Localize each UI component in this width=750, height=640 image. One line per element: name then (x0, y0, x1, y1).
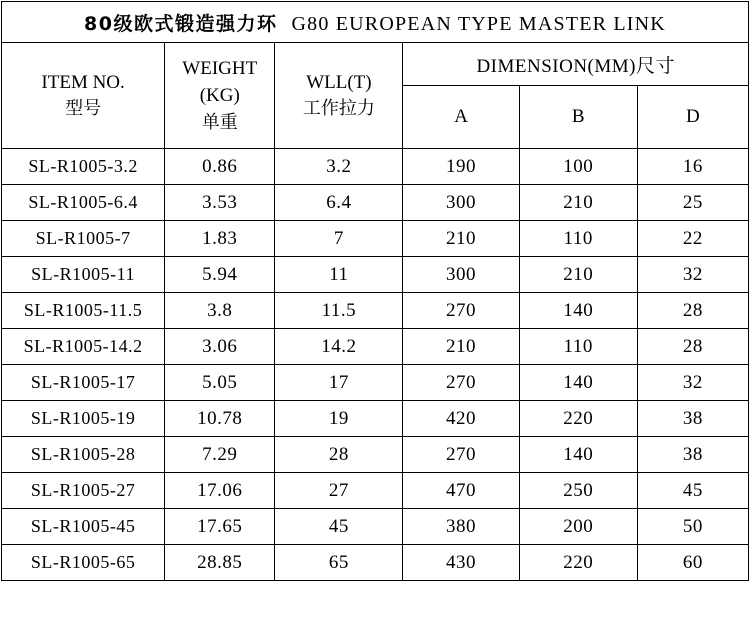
cell-weight: 0.86 (165, 149, 275, 185)
header-dim-a: A (403, 86, 519, 149)
cell-dim-d: 28 (637, 329, 748, 365)
cell-dim-a: 210 (403, 329, 519, 365)
header-weight-en: WEIGHT (182, 57, 258, 79)
header-wll-en: WLL(T) (306, 71, 372, 93)
cell-dim-b: 250 (519, 473, 637, 509)
cell-dim-a: 300 (403, 257, 519, 293)
cell-model: SL-R1005-6.4 (2, 185, 165, 221)
table-row (2, 149, 749, 185)
table-row (2, 473, 749, 509)
cell-wll: 65 (275, 545, 403, 581)
header-item-no (2, 43, 165, 149)
cell-dim-a: 470 (403, 473, 519, 509)
cell-dim-d: 45 (637, 473, 748, 509)
header-weight-cn: 单重 (201, 112, 238, 133)
spec-sheet (0, 1, 750, 640)
cell-wll: 11 (275, 257, 403, 293)
table-row (2, 329, 749, 365)
cell-dim-d: 38 (637, 437, 748, 473)
cell-wll: 17 (275, 365, 403, 401)
cell-wll: 7 (275, 221, 403, 257)
cell-dim-a: 420 (403, 401, 519, 437)
table-row (2, 293, 749, 329)
table-title-en: G80 EUROPEAN TYPE MASTER LINK (291, 12, 666, 35)
cell-dim-b: 200 (519, 509, 637, 545)
cell-weight: 17.06 (165, 473, 275, 509)
cell-dim-b: 220 (519, 545, 637, 581)
cell-weight: 1.83 (165, 221, 275, 257)
cell-dim-d: 32 (637, 365, 748, 401)
cell-dim-b: 110 (519, 329, 637, 365)
cell-model: SL-R1005-11.5 (2, 293, 165, 329)
title-row (2, 2, 749, 43)
cell-model: SL-R1005-19 (2, 401, 165, 437)
header-weight-unit: (KG) (199, 85, 240, 107)
table-row (2, 185, 749, 221)
cell-dim-a: 270 (403, 293, 519, 329)
cell-dim-d: 32 (637, 257, 748, 293)
header-dim-d: D (637, 86, 748, 149)
cell-weight: 5.05 (165, 365, 275, 401)
cell-dim-a: 380 (403, 509, 519, 545)
header-item-no-cn: 型号 (65, 98, 102, 120)
cell-dim-d: 16 (637, 149, 748, 185)
table-title (2, 2, 749, 43)
header-wll-cn: 工作拉力 (302, 98, 375, 120)
cell-weight: 17.65 (165, 509, 275, 545)
header-row-main (2, 43, 749, 86)
cell-model: SL-R1005-45 (2, 509, 165, 545)
cell-dim-b: 140 (519, 437, 637, 473)
table-body (2, 149, 749, 581)
cell-dim-d: 50 (637, 509, 748, 545)
cell-dim-b: 140 (519, 365, 637, 401)
table-row (2, 257, 749, 293)
cell-dim-a: 270 (403, 437, 519, 473)
table-row (2, 437, 749, 473)
cell-weight: 3.8 (165, 293, 275, 329)
cell-model: SL-R1005-7 (2, 221, 165, 257)
cell-dim-a: 270 (403, 365, 519, 401)
cell-model: SL-R1005-11 (2, 257, 165, 293)
table-row (2, 401, 749, 437)
header-item-no-en: ITEM NO. (41, 71, 125, 93)
cell-model: SL-R1005-65 (2, 545, 165, 581)
table-row (2, 509, 749, 545)
cell-weight: 28.85 (165, 545, 275, 581)
cell-weight: 3.53 (165, 185, 275, 221)
header-dimension: DIMENSION(MM)尺寸 (403, 43, 749, 86)
cell-dim-a: 430 (403, 545, 519, 581)
cell-dim-d: 60 (637, 545, 748, 581)
cell-dim-b: 110 (519, 221, 637, 257)
header-weight (165, 43, 275, 149)
cell-dim-a: 190 (403, 149, 519, 185)
header-dim-b: B (519, 86, 637, 149)
table-row (2, 221, 749, 257)
cell-dim-b: 210 (519, 257, 637, 293)
cell-dim-d: 38 (637, 401, 748, 437)
cell-weight: 10.78 (165, 401, 275, 437)
cell-dim-d: 28 (637, 293, 748, 329)
cell-model: SL-R1005-17 (2, 365, 165, 401)
table-row (2, 545, 749, 581)
cell-dim-a: 300 (403, 185, 519, 221)
cell-wll: 27 (275, 473, 403, 509)
cell-wll: 6.4 (275, 185, 403, 221)
cell-model: SL-R1005-14.2 (2, 329, 165, 365)
cell-wll: 14.2 (275, 329, 403, 365)
cell-model: SL-R1005-3.2 (2, 149, 165, 185)
cell-dim-b: 100 (519, 149, 637, 185)
cell-wll: 3.2 (275, 149, 403, 185)
cell-weight: 5.94 (165, 257, 275, 293)
cell-dim-b: 220 (519, 401, 637, 437)
cell-dim-d: 25 (637, 185, 748, 221)
header-wll (275, 43, 403, 149)
cell-dim-b: 210 (519, 185, 637, 221)
cell-wll: 19 (275, 401, 403, 437)
table-header (2, 2, 749, 149)
cell-weight: 7.29 (165, 437, 275, 473)
cell-dim-a: 210 (403, 221, 519, 257)
master-link-spec-table (1, 1, 749, 581)
cell-weight: 3.06 (165, 329, 275, 365)
cell-wll: 45 (275, 509, 403, 545)
cell-model: SL-R1005-27 (2, 473, 165, 509)
cell-dim-b: 140 (519, 293, 637, 329)
cell-dim-d: 22 (637, 221, 748, 257)
cell-wll: 11.5 (275, 293, 403, 329)
cell-model: SL-R1005-28 (2, 437, 165, 473)
table-row (2, 365, 749, 401)
table-title-cn: 80级欧式锻造强力环 (84, 12, 278, 35)
cell-wll: 28 (275, 437, 403, 473)
